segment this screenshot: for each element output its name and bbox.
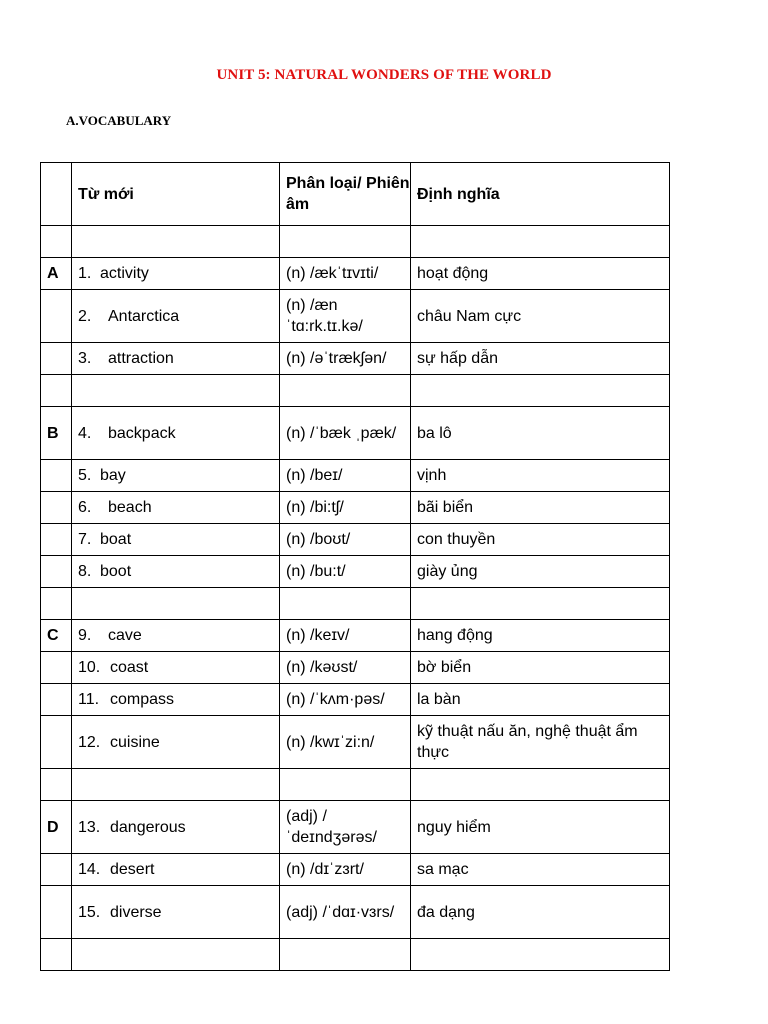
row-number: 10. bbox=[78, 659, 101, 676]
row-word: attraction bbox=[108, 350, 174, 367]
row-type: (n) /dɪˈzɜrt/ bbox=[280, 854, 411, 886]
row-type: (n) /ækˈtɪvɪti/ bbox=[280, 258, 411, 290]
row-letter bbox=[41, 652, 72, 684]
row-letter bbox=[41, 854, 72, 886]
row-number: 13. bbox=[78, 818, 101, 836]
row-type: (n) /beɪ/ bbox=[280, 460, 411, 492]
row-type: (n) /bu:t/ bbox=[280, 556, 411, 588]
table-row bbox=[41, 492, 670, 524]
document-title: UNIT 5: NATURAL WONDERS OF THE WORLD bbox=[216, 67, 552, 83]
row-letter bbox=[41, 524, 72, 556]
row-number: 5. bbox=[78, 467, 92, 484]
row-definition bbox=[411, 939, 670, 971]
row-word-cell bbox=[72, 375, 280, 407]
row-word-cell bbox=[72, 556, 280, 588]
row-word-cell bbox=[72, 524, 280, 556]
table-header-row bbox=[41, 163, 670, 226]
row-word-cell bbox=[72, 226, 280, 258]
row-word: activity bbox=[100, 265, 149, 282]
row-letter bbox=[41, 769, 72, 801]
row-type bbox=[280, 588, 411, 620]
row-word: Antarctica bbox=[108, 307, 180, 325]
row-type: (n) /æn ˈtɑ:rk.tɪ.kə/ bbox=[280, 290, 411, 343]
table-row bbox=[41, 716, 670, 769]
table-row bbox=[41, 801, 670, 854]
row-letter bbox=[41, 556, 72, 588]
row-number: 3. bbox=[78, 350, 92, 367]
row-number: 4. bbox=[78, 424, 92, 442]
row-word-cell bbox=[72, 588, 280, 620]
row-word-cell bbox=[72, 652, 280, 684]
row-number: 1. bbox=[78, 265, 92, 282]
row-type: (n) /kəʊst/ bbox=[280, 652, 411, 684]
row-type: (adj) /ˈdɑɪ·vɜrs/ bbox=[280, 886, 411, 939]
header-word: Từ mới bbox=[72, 163, 280, 226]
row-word: boot bbox=[100, 563, 132, 580]
row-type: (n) /keɪv/ bbox=[280, 620, 411, 652]
row-letter: D bbox=[41, 801, 72, 854]
row-definition: giày ủng bbox=[411, 556, 670, 588]
row-definition: châu Nam cực bbox=[411, 290, 670, 343]
row-number: 8. bbox=[78, 563, 92, 580]
row-definition: bãi biển bbox=[411, 492, 670, 524]
row-word: boat bbox=[100, 531, 132, 548]
row-word-cell bbox=[72, 801, 280, 854]
row-number: 15. bbox=[78, 903, 101, 921]
row-word-cell bbox=[72, 684, 280, 716]
row-word: cave bbox=[108, 627, 142, 644]
row-type bbox=[280, 375, 411, 407]
table-row bbox=[41, 460, 670, 492]
table-row bbox=[41, 556, 670, 588]
row-definition: hang động bbox=[411, 620, 670, 652]
section-heading: A.VOCABULARY bbox=[66, 113, 172, 128]
row-word: compass bbox=[110, 691, 175, 708]
row-word-cell bbox=[72, 769, 280, 801]
table-row bbox=[41, 375, 670, 407]
row-word: coast bbox=[110, 659, 149, 676]
table-row bbox=[41, 258, 670, 290]
row-number: 7. bbox=[78, 531, 92, 548]
table-row bbox=[41, 407, 670, 460]
table-row bbox=[41, 652, 670, 684]
row-word-cell bbox=[72, 407, 280, 460]
row-definition: nguy hiểm bbox=[411, 801, 670, 854]
row-type bbox=[280, 769, 411, 801]
table-row bbox=[41, 886, 670, 939]
row-letter bbox=[41, 226, 72, 258]
table-row bbox=[41, 524, 670, 556]
row-word: beach bbox=[108, 499, 152, 516]
row-word-cell bbox=[72, 854, 280, 886]
row-type bbox=[280, 939, 411, 971]
row-word: cuisine bbox=[110, 733, 160, 751]
row-word-cell bbox=[72, 620, 280, 652]
vocabulary-table bbox=[40, 162, 670, 971]
row-type: (n) /ˈkʌm·pəs/ bbox=[280, 684, 411, 716]
row-definition: kỹ thuật nấu ăn, nghệ thuật ẩm thực bbox=[411, 716, 670, 769]
row-letter bbox=[41, 492, 72, 524]
row-letter bbox=[41, 375, 72, 407]
row-type: (n) /əˈtrækʃən/ bbox=[280, 343, 411, 375]
row-definition: ba lô bbox=[411, 407, 670, 460]
row-word-cell bbox=[72, 290, 280, 343]
row-letter bbox=[41, 343, 72, 375]
row-number: 9. bbox=[78, 627, 92, 644]
row-word-cell bbox=[72, 460, 280, 492]
row-letter bbox=[41, 684, 72, 716]
row-word-cell bbox=[72, 343, 280, 375]
row-type: (adj) /ˈdeɪndʒərəs/ bbox=[280, 801, 411, 854]
row-word: dangerous bbox=[110, 818, 186, 836]
row-letter: B bbox=[41, 407, 72, 460]
header-definition: Định nghĩa bbox=[411, 163, 670, 226]
row-definition: vịnh bbox=[411, 460, 670, 492]
row-definition bbox=[411, 226, 670, 258]
row-word: backpack bbox=[108, 424, 176, 442]
row-definition: sa mạc bbox=[411, 854, 670, 886]
row-letter bbox=[41, 886, 72, 939]
table-row bbox=[41, 620, 670, 652]
row-type: (n) /kwɪˈzi:n/ bbox=[280, 716, 411, 769]
header-letter-cell bbox=[41, 163, 72, 226]
row-letter bbox=[41, 939, 72, 971]
row-definition bbox=[411, 769, 670, 801]
row-number: 6. bbox=[78, 499, 92, 516]
row-word: diverse bbox=[110, 903, 162, 921]
row-type bbox=[280, 226, 411, 258]
row-letter bbox=[41, 290, 72, 343]
row-number: 2. bbox=[78, 307, 92, 325]
row-number: 12. bbox=[78, 733, 101, 751]
row-letter bbox=[41, 460, 72, 492]
row-definition bbox=[411, 375, 670, 407]
table-row bbox=[41, 343, 670, 375]
row-word-cell bbox=[72, 939, 280, 971]
table-row bbox=[41, 588, 670, 620]
table-row bbox=[41, 769, 670, 801]
row-definition: bờ biển bbox=[411, 652, 670, 684]
row-word-cell bbox=[72, 492, 280, 524]
row-letter: A bbox=[41, 258, 72, 290]
row-definition: sự hấp dẫn bbox=[411, 343, 670, 375]
table-row bbox=[41, 226, 670, 258]
row-type: (n) /ˈbæk ˌpæk/ bbox=[280, 407, 411, 460]
row-definition: la bàn bbox=[411, 684, 670, 716]
row-definition: con thuyền bbox=[411, 524, 670, 556]
table-row bbox=[41, 854, 670, 886]
row-type: (n) /boʊt/ bbox=[280, 524, 411, 556]
table-row bbox=[41, 290, 670, 343]
table-row bbox=[41, 684, 670, 716]
row-letter bbox=[41, 716, 72, 769]
header-type: Phân loại/ Phiên âm bbox=[280, 163, 411, 226]
table-row bbox=[41, 939, 670, 971]
row-word-cell bbox=[72, 716, 280, 769]
row-word: desert bbox=[110, 861, 155, 878]
row-number: 14. bbox=[78, 861, 101, 878]
row-word: bay bbox=[100, 467, 126, 484]
row-type: (n) /bi:tʃ/ bbox=[280, 492, 411, 524]
row-definition: hoạt động bbox=[411, 258, 670, 290]
row-letter: C bbox=[41, 620, 72, 652]
row-letter bbox=[41, 588, 72, 620]
row-word-cell bbox=[72, 886, 280, 939]
row-definition: đa dạng bbox=[411, 886, 670, 939]
row-definition bbox=[411, 588, 670, 620]
row-word-cell bbox=[72, 258, 280, 290]
row-number: 11. bbox=[78, 691, 100, 708]
